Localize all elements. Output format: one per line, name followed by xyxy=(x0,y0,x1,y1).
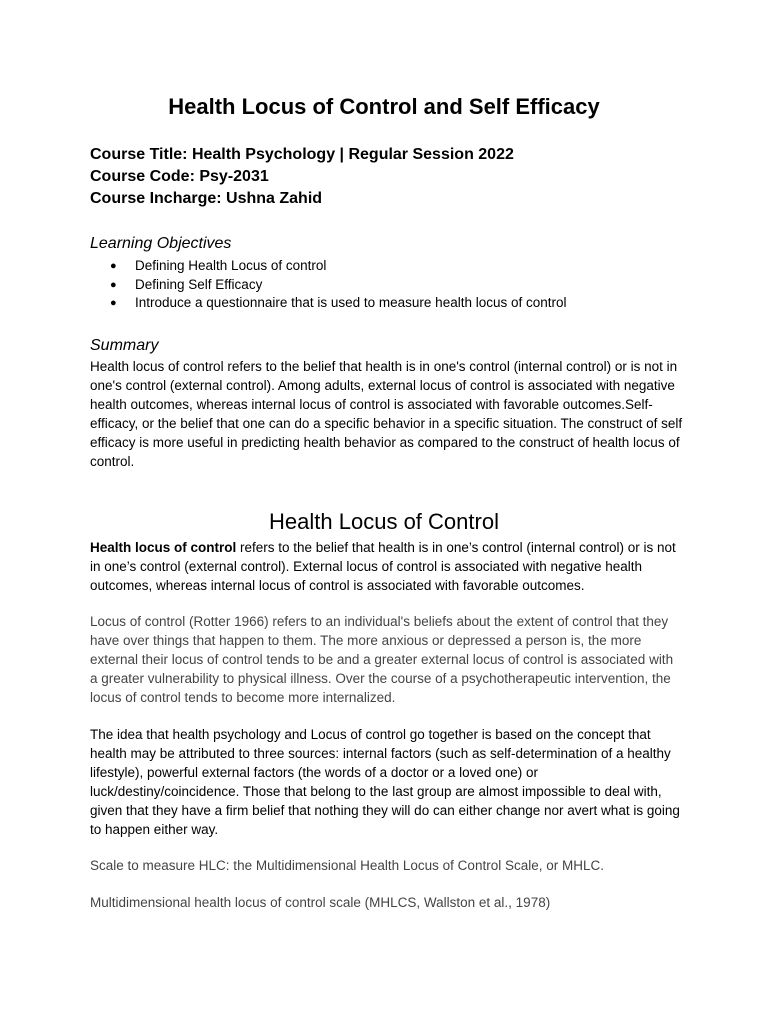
list-item-text: Introduce a questionnaire that is used to measure health locus of control xyxy=(135,295,567,310)
learning-objectives-heading: Learning Objectives xyxy=(90,235,232,252)
hlc-definition-paragraph xyxy=(90,538,684,595)
course-code-line: Course Code: Psy-2031 xyxy=(90,168,269,185)
bullet-icon: ● xyxy=(110,260,117,272)
list-item xyxy=(90,276,567,295)
course-info xyxy=(90,144,514,210)
list-item xyxy=(90,294,567,313)
course-incharge-line: Course Incharge: Ushna Zahid xyxy=(90,190,323,207)
rotter-paragraph: Locus of control (Rotter 1966) refers to an individual's beliefs about the extent of control that they have over things that happen to them. The more anxious or depressed a person is, the more external their locus of control tends to be and a greater external locus of control is associated with a greater vulnerability to physical illness. Over the course of a psychotherapeutic intervention, the locus of control tends to become more internalized. xyxy=(90,614,674,705)
hlc-section-title: Health Locus of Control xyxy=(269,509,499,534)
learning-objectives-list xyxy=(90,257,567,313)
list-item-text: Defining Self Efficacy xyxy=(135,276,263,292)
hlc-definition-text: refers to the belief that health is in one’s control (internal control) or is not in one’s control (external control). External locus of control is associated with negative health outcomes, whereas internal locus of control is associated with favorable outcomes. xyxy=(90,540,676,593)
bullet-icon: ● xyxy=(110,297,117,309)
course-title-line: Course Title: Health Psychology | Regular Session 2022 xyxy=(90,146,514,163)
bullet-icon: ● xyxy=(110,278,117,291)
document-title: Health Locus of Control and Self Efficacy xyxy=(168,94,600,119)
summary-heading: Summary xyxy=(90,337,159,354)
list-item-text: Defining Health Locus of control xyxy=(135,258,327,273)
list-item xyxy=(90,257,567,276)
scale-paragraph: Scale to measure HLC: the Multidimensional Health Locus of Control Scale, or MHLC. xyxy=(90,858,604,873)
mhlcs-paragraph: Multidimensional health locus of control scale (MHLCS, Wallston et al., 1978) xyxy=(90,895,551,910)
summary-paragraph: Health locus of control refers to the belief that health is in one's control (internal control) or is not in one's control (external control). Among adults, external locus of control is associated with negative health outcomes, whereas internal locus of control is associated with favorable outcomes.Self-efficacy, or the belief that one can do a specific behavior in a specific situation. The construct of self efficacy is more useful in predicting health behavior as compared to the construct of health locus of control. xyxy=(90,359,683,469)
three-sources-paragraph: The idea that health psychology and Locus of control go together is based on the concept that health may be attributed to three sources: internal factors (such as self-determination of a healthy lifestyle), powerful external factors (the words of a doctor or a loved one) or luck/destiny/coincidence. Those that belong to the last group are almost impossible to deal with, given that they have a firm belief that nothing they will do can either change nor avert what is going to happen either way. xyxy=(90,727,680,837)
hlc-definition-term: Health locus of control xyxy=(90,540,237,555)
